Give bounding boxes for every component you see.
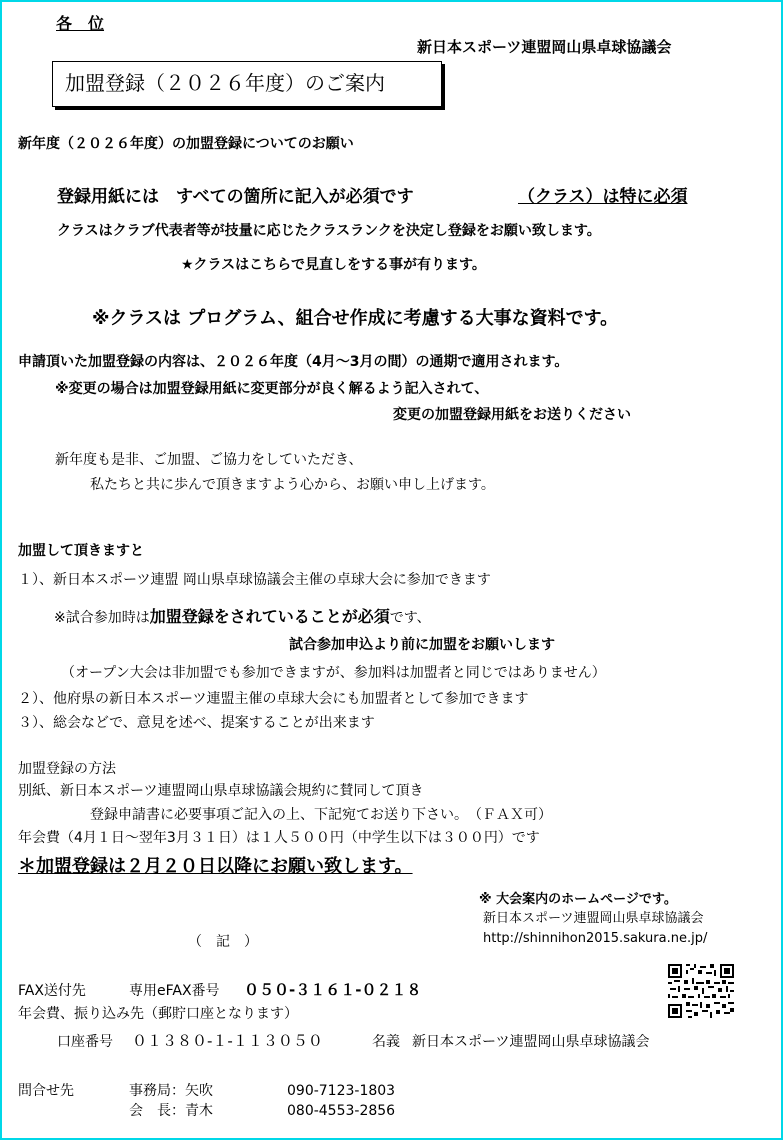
method-line-1: 別紙、新日本スポーツ連盟岡山県卓球協議会規約に賛同して頂き [18, 783, 424, 799]
transfer-note: 年会費、振り込み先（郵貯口座となります） [18, 1006, 298, 1022]
greeting-2: 私たちと共に歩んで頂きますよう心から、お願い申し上げます。 [90, 477, 495, 493]
homepage-note: ※ 大会案内のホームページです。 [479, 892, 677, 907]
organization-name: 新日本スポーツ連盟岡山県卓球協議会 [417, 38, 672, 56]
benefit-note-1: ※試合参加時は加盟登録をされていることが必須です、 [54, 607, 431, 626]
benefits-heading: 加盟して頂きますと [18, 543, 144, 559]
document-title: 加盟登録（２０２６年度）のご案内 [65, 71, 385, 95]
qr-code-icon[interactable] [668, 964, 734, 1018]
fax-number: ０５０-３１６１-０２１８ [244, 981, 422, 999]
benefit-item-3: ３）、総会などで、意見を述べ、提案することが出来ます [18, 715, 375, 731]
office-phone: 090-7123-1803 [287, 1083, 396, 1099]
record-label: （ 記 ） [188, 934, 258, 950]
homepage-org: 新日本スポーツ連盟岡山県卓球協議会 [483, 911, 704, 926]
registration-deadline: ＊加盟登録は２月２０日以降にお願い致します。 [18, 856, 413, 877]
method-heading: 加盟登録の方法 [18, 761, 116, 777]
inquiry-label: 問合せ先 [18, 1083, 74, 1099]
fax-number-label: 専用eFAX番号 [129, 983, 220, 999]
account-name-label: 名義 [372, 1034, 400, 1050]
method-line-2: 登録申請書に必要事項ご記入の上、下記宛てお送り下さい。 （ＦＡＸ可） [90, 807, 552, 823]
class-required: （クラス）は特に必須 [518, 187, 688, 207]
account-label: 口座番号 [57, 1034, 113, 1050]
chair-contact: 会 長：青木 [129, 1103, 213, 1119]
class-review-note: ★クラスはこちらで見直しをする事が有ります。 [181, 257, 486, 273]
application-period: 申請頂いた加盟登録の内容は、２０２６年度（4月～3月の間）の通期で適用されます。 [18, 354, 569, 370]
class-importance-note: ※クラスは プログラム、組合せ作成に考慮する大事な資料です。 [92, 308, 619, 329]
benefit-item-2: ２）、他府県の新日本スポーツ連盟主催の卓球大会にも加盟者として参加できます [18, 691, 529, 707]
document-title-box [52, 61, 442, 107]
annual-fee: 年会費（4月１日～翌年3月３１日）は１人５００円（中学生以下は３００円）です [18, 830, 540, 846]
benefit-note-3: （オープン大会は非加盟でも参加できますが、参加料は加盟者と同じではありません） [61, 665, 606, 681]
class-rank-note: クラスはクラブ代表者等が技量に応じたクラスランクを決定し登録をお願い致します。 [57, 223, 601, 239]
change-note-2: 変更の加盟登録用紙をお送りください [393, 407, 631, 423]
fax-label: FAX送付先 [18, 983, 86, 999]
change-note-1: ※変更の場合は加盟登録用紙に変更部分が良く解るよう記入されて、 [55, 381, 489, 397]
chair-phone: 080-4553-2856 [287, 1103, 396, 1119]
addressee: 各 位 [56, 14, 105, 33]
benefit-item-1: １）、新日本スポーツ連盟 岡山県卓球協議会主催の卓球大会に参加できます [18, 572, 491, 588]
account-name: 新日本スポーツ連盟岡山県卓球協議会 [412, 1034, 650, 1050]
account-number: ０１３８０-１-１１３０５０ [132, 1032, 323, 1050]
greeting-1: 新年度も是非、ご加盟、ご協力をしていただき、 [55, 452, 363, 468]
benefit-note-2: 試合参加申込より前に加盟をお願いします [289, 637, 555, 653]
homepage-url[interactable]: http://shinnihon2015.sakura.ne.jp/ [483, 931, 708, 946]
required-line: 登録用紙には すべての箇所に記入が必須です [57, 187, 414, 207]
office-contact: 事務局：矢吹 [129, 1083, 213, 1099]
intro-heading: 新年度（２０２６年度）の加盟登録についてのお願い [18, 136, 354, 152]
